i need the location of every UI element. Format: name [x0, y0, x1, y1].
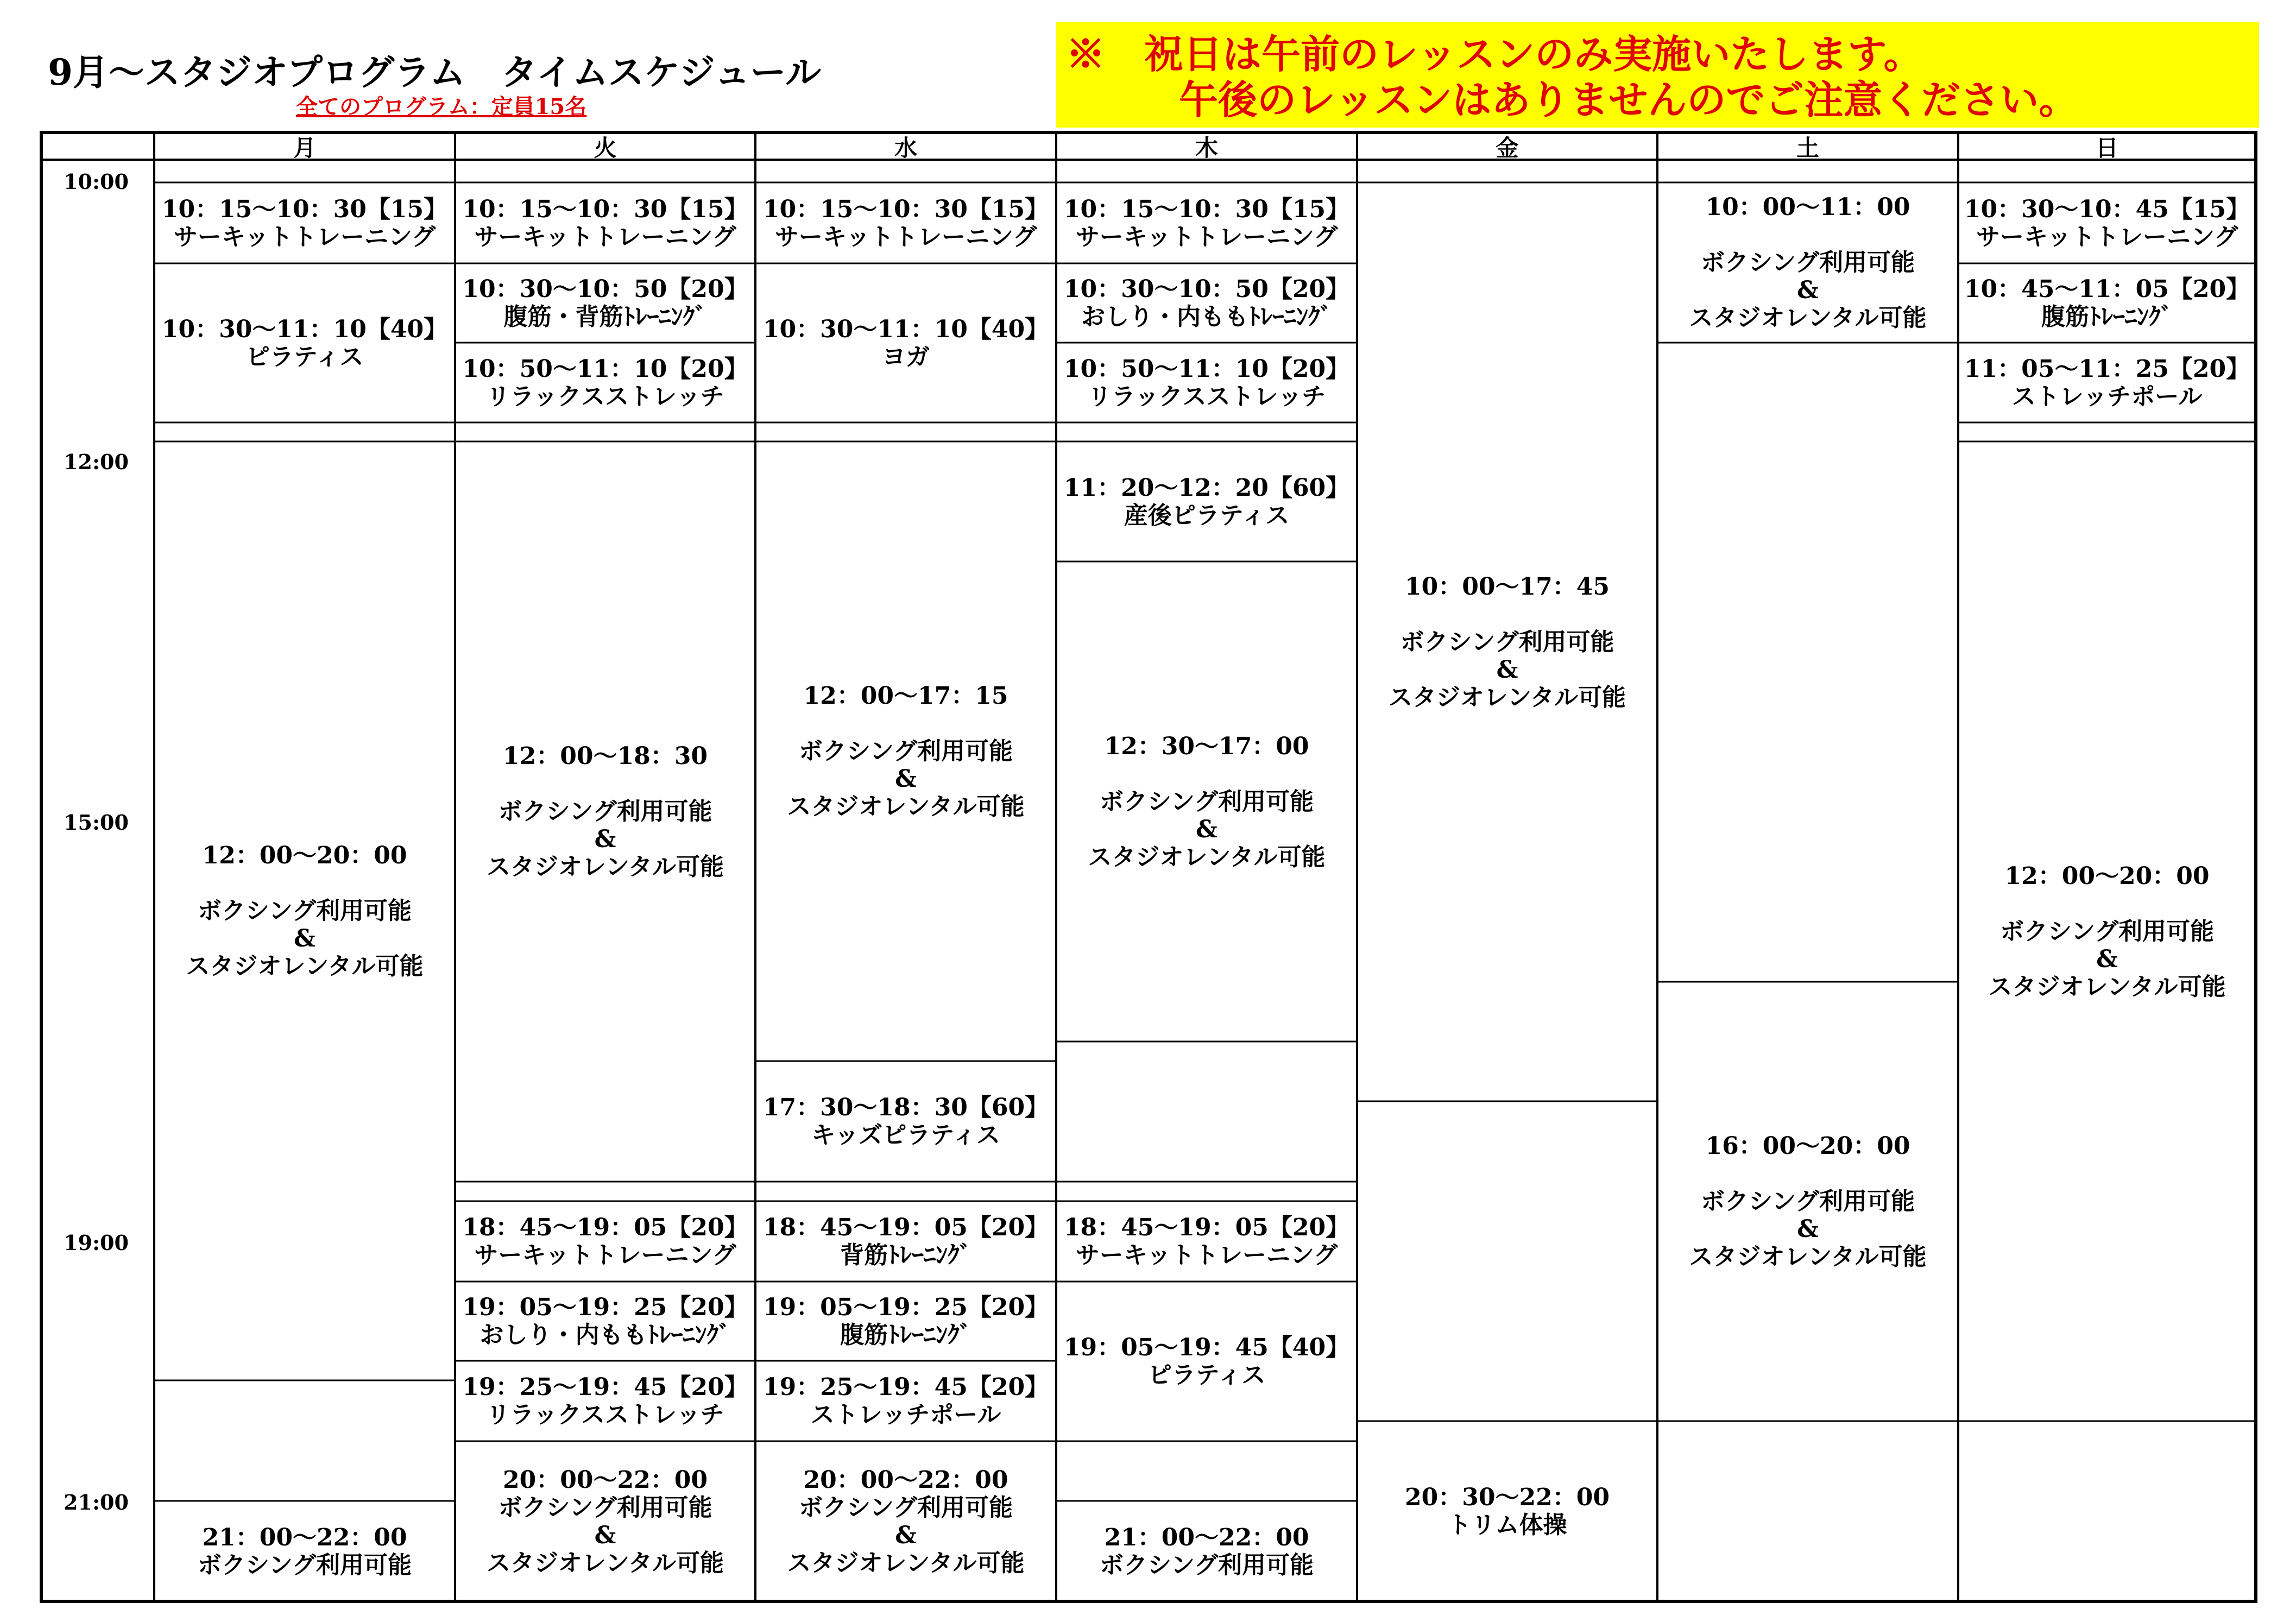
- slot-ampersand: &: [1797, 276, 1819, 304]
- slot-time: 12：00～20：00: [202, 842, 407, 869]
- slot-time: 20：00～22：00: [803, 1466, 1008, 1494]
- class-slot: [755, 1061, 1056, 1182]
- slot-time: 12：00～17：15: [803, 682, 1008, 710]
- slot-ampersand: &: [594, 825, 616, 853]
- slot-rental: スタジオレンタル可能: [1088, 843, 1326, 871]
- slot-time: 20：00～22：00: [503, 1466, 708, 1494]
- class-slot: [1958, 263, 2256, 343]
- slot-program: キッズピラティス: [811, 1121, 1000, 1149]
- class-slot: [755, 1201, 1056, 1282]
- slot-program: リラックスストレッチ: [486, 382, 724, 411]
- class-slot: [1056, 182, 1357, 263]
- open-slot: [1657, 982, 1958, 1421]
- class-slot: [455, 1282, 755, 1361]
- slot-time: 19：05～19：25【20】: [462, 1293, 748, 1321]
- slot-boxing: ボクシング利用可能: [197, 897, 412, 925]
- class-slot: [1357, 1421, 1657, 1601]
- slot-rental: スタジオレンタル可能: [787, 793, 1025, 821]
- class-slot: [455, 182, 755, 263]
- class-slot: [455, 1201, 755, 1282]
- open-slot: [154, 1501, 455, 1601]
- time-label-1500: 15:00: [64, 810, 129, 835]
- open-slot: [1657, 182, 1958, 343]
- slot-boxing: ボクシング利用可能: [1999, 917, 2215, 945]
- day-header-sun: 日: [2095, 135, 2118, 161]
- slot-time: 12：00～18：30: [503, 742, 708, 770]
- class-slot: [154, 263, 455, 422]
- slot-program: 腹筋ﾄﾚｰﾆﾝｸﾞ: [2041, 303, 2173, 331]
- class-slot: [755, 1361, 1056, 1441]
- class-slot: [455, 343, 755, 422]
- holiday-notice-line1: ※ 祝日は午前のレッスンのみ実施いたします。: [1066, 31, 1923, 77]
- slot-rental: スタジオレンタル可能: [1388, 683, 1626, 711]
- slot-time: 18：45～19：05【20】: [462, 1214, 748, 1241]
- slot-time: 19：25～19：45【20】: [462, 1373, 748, 1401]
- slot-rental: スタジオレンタル可能: [486, 853, 724, 881]
- slot-ampersand: &: [594, 1521, 616, 1549]
- open-slot: [455, 1441, 755, 1601]
- slot-time: 10：15～10：30【15】: [762, 195, 1049, 223]
- class-slot: [755, 263, 1056, 422]
- day-header-wed: 水: [894, 135, 917, 161]
- class-slot: [1056, 1201, 1357, 1282]
- slot-time: 12：00～20：00: [2004, 862, 2210, 890]
- time-label-1900: 19:00: [64, 1230, 129, 1255]
- slot-program: サーキットトレーニング: [474, 1241, 736, 1269]
- slot-time: 10：50～11：10【20】: [462, 355, 748, 383]
- slot-rental: スタジオレンタル可能: [1689, 1243, 1927, 1271]
- slot-time: 11：05～11：25【20】: [1964, 355, 2250, 383]
- class-slot: [1958, 182, 2256, 263]
- slot-time: 18：45～19：05【20】: [762, 1214, 1049, 1241]
- slot-time: 10：30～10：50【20】: [1063, 275, 1350, 303]
- slot-program: 腹筋・背筋ﾄﾚｰﾆﾝｸﾞ: [503, 303, 707, 331]
- slot-boxing: ボクシング利用可能: [1400, 628, 1614, 656]
- slot-time: 21：00～22：00: [1104, 1523, 1309, 1551]
- slot-program: 背筋ﾄﾚｰﾆﾝｸﾞ: [840, 1241, 972, 1269]
- class-slot: [154, 182, 455, 263]
- slot-boxing: ボクシング利用可能: [498, 798, 712, 825]
- slot-time: 10：45～11：05【20】: [1964, 275, 2250, 303]
- slot-ampersand: &: [1496, 655, 1518, 684]
- class-slot: [1056, 343, 1357, 422]
- slot-boxing: ボクシング利用可能: [1700, 249, 1915, 276]
- open-slot: [755, 441, 1056, 1061]
- slot-program: おしり・内ももﾄﾚｰﾆﾝｸﾞ: [1081, 303, 1332, 331]
- slot-program: 腹筋ﾄﾚｰﾆﾝｸﾞ: [840, 1321, 972, 1349]
- slot-rental: スタジオレンタル可能: [1689, 304, 1927, 332]
- open-slot: [154, 441, 455, 1380]
- slot-time: 10：15～10：30【15】: [1063, 195, 1350, 223]
- class-slot: [455, 263, 755, 343]
- open-slot: [1056, 561, 1357, 1042]
- slot-time: 10：00～17：45: [1405, 572, 1610, 601]
- slot-time: 10：30～10：45【15】: [1964, 195, 2250, 223]
- slot-time: 10：30～11：10【40】: [762, 315, 1049, 343]
- time-label-1200: 12:00: [64, 450, 129, 474]
- slot-program: 産後ピラティス: [1124, 501, 1290, 529]
- day-header-fri: 金: [1496, 135, 1519, 161]
- slot-ampersand: &: [895, 1521, 917, 1549]
- time-label-1000: 10:00: [64, 169, 129, 194]
- page-title: 9月～スタジオプログラム タイムスケジュール: [48, 51, 822, 93]
- class-slot: [1056, 441, 1357, 561]
- time-label-2100: 21:00: [64, 1490, 129, 1514]
- slot-program: サーキットトレーニング: [474, 223, 736, 251]
- slot-program: おしり・内ももﾄﾚｰﾆﾝｸﾞ: [480, 1321, 731, 1349]
- slot-program: ストレッチポール: [810, 1401, 1001, 1429]
- slot-time: 11：20～12：20【60】: [1063, 474, 1350, 502]
- slot-ampersand: &: [2096, 945, 2118, 973]
- class-slot: [755, 1282, 1056, 1361]
- slot-boxing: ボクシング利用可能: [1700, 1188, 1915, 1215]
- slot-program: サーキットトレーニング: [1976, 223, 2238, 251]
- slot-program: サーキットトレーニング: [774, 223, 1037, 251]
- day-header-mon: 月: [293, 135, 316, 161]
- slot-boxing: ボクシング利用可能: [798, 737, 1013, 765]
- slot-program: ストレッチポール: [2011, 382, 2203, 411]
- class-slot: [455, 1361, 755, 1441]
- slot-program: サーキットトレーニング: [1075, 1241, 1338, 1269]
- slot-ampersand: &: [1797, 1215, 1819, 1243]
- slot-ampersand: &: [1196, 815, 1218, 843]
- slot-program: ピラティス: [1147, 1361, 1266, 1389]
- day-header-thu: 木: [1195, 135, 1218, 161]
- day-header-sat: 土: [1796, 135, 1819, 161]
- slot-time: 10：30～11：10【40】: [161, 315, 448, 343]
- class-slot: [755, 182, 1056, 263]
- slot-program: ピラティス: [245, 343, 364, 371]
- slot-boxing: ボクシング利用可能: [1099, 1551, 1314, 1579]
- slot-time: 10：00～11：00: [1705, 193, 1910, 221]
- slot-boxing: ボクシング利用可能: [197, 1551, 412, 1579]
- slot-time: 17：30～18：30【60】: [762, 1094, 1049, 1121]
- slot-time: 19：25～19：45【20】: [762, 1373, 1049, 1401]
- slot-ampersand: &: [895, 765, 917, 793]
- slot-time: 19：05～19：25【20】: [762, 1293, 1049, 1321]
- slot-ampersand: &: [294, 925, 316, 952]
- slot-rental: スタジオレンタル可能: [186, 952, 424, 980]
- slot-boxing: ボクシング利用可能: [1099, 787, 1314, 816]
- slot-program: ヨガ: [882, 343, 930, 371]
- slot-boxing: ボクシング利用可能: [798, 1493, 1013, 1522]
- slot-time: 18：45～19：05【20】: [1063, 1214, 1350, 1241]
- slot-program: サーキットトレーニング: [1075, 223, 1338, 251]
- slot-program: リラックスストレッチ: [486, 1401, 724, 1429]
- slot-boxing: ボクシング利用可能: [498, 1493, 712, 1522]
- capacity-note: 全てのプログラム：定員15名: [296, 94, 587, 119]
- slot-time: 20：30～22：00: [1405, 1484, 1610, 1511]
- open-slot: [755, 1441, 1056, 1601]
- slot-program: サーキットトレーニング: [173, 223, 436, 251]
- open-slot: [1357, 182, 1657, 1101]
- open-slot: [1056, 1501, 1357, 1601]
- slot-time: 10：30～10：50【20】: [462, 275, 748, 303]
- class-slot: [1056, 263, 1357, 343]
- slot-program: トリム体操: [1447, 1511, 1567, 1539]
- class-slot: [1958, 343, 2256, 422]
- slot-program: リラックスストレッチ: [1087, 382, 1326, 411]
- holiday-notice-line2: 午後のレッスンはありませんのでご注意ください。: [1179, 77, 2078, 123]
- slot-rental: スタジオレンタル可能: [486, 1549, 724, 1577]
- open-slot: [1958, 441, 2256, 1421]
- slot-time: 19：05～19：45【40】: [1063, 1334, 1350, 1361]
- slot-rental: スタジオレンタル可能: [787, 1549, 1025, 1577]
- slot-time: 12：30～17：00: [1104, 732, 1309, 760]
- slot-time: 10：15～10：30【15】: [161, 195, 448, 223]
- slot-time: 21：00～22：00: [202, 1523, 407, 1551]
- slot-time: 16：00～20：00: [1705, 1132, 1910, 1160]
- slot-time: 10：15～10：30【15】: [462, 195, 748, 223]
- slot-time: 10：50～11：10【20】: [1063, 355, 1350, 383]
- slot-rental: スタジオレンタル可能: [1988, 973, 2226, 1001]
- day-header-tue: 火: [594, 135, 617, 161]
- class-slot: [1056, 1282, 1357, 1441]
- open-slot: [455, 441, 755, 1182]
